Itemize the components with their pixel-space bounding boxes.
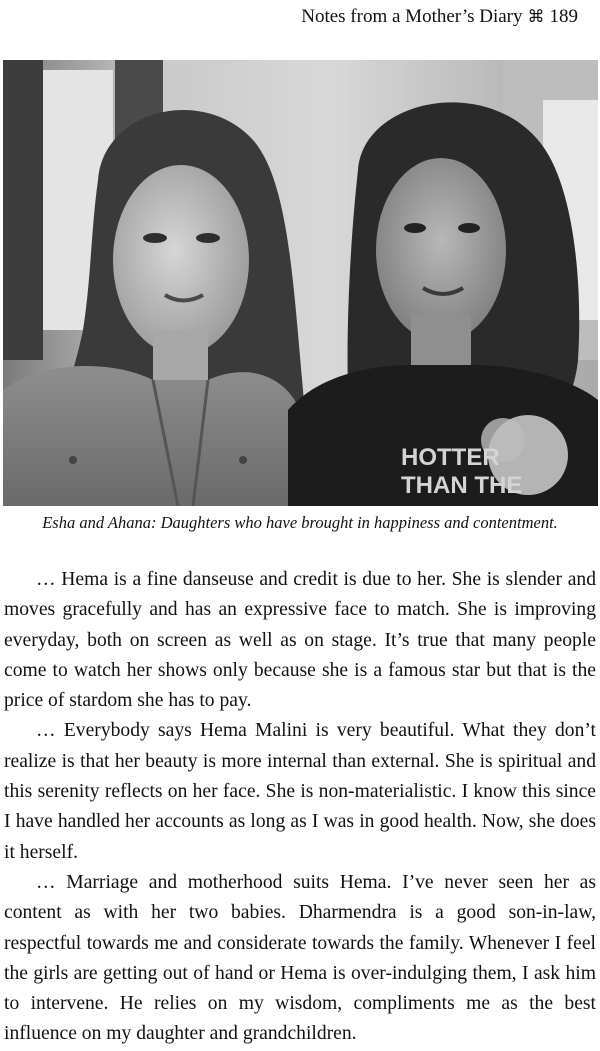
body-text bbox=[4, 565, 596, 1050]
photo-esha-and-ahana bbox=[3, 60, 598, 506]
page-number: 189 bbox=[549, 6, 578, 27]
right-face-shape bbox=[376, 158, 506, 342]
shirt-print-text-1: HOTTER bbox=[401, 444, 500, 471]
left-face-shape bbox=[113, 165, 249, 355]
window-frame-shape bbox=[3, 60, 43, 360]
photo-caption: Esha and Ahana: Daughters who have brought in happiness and contentment. bbox=[42, 513, 558, 532]
book-title: Notes from a Mother’s Diary bbox=[301, 6, 523, 27]
shirt-print-text-2: THAN THE bbox=[401, 472, 523, 499]
running-header bbox=[301, 6, 578, 28]
paragraph: … Hema is a fine danseuse and credit is due to her. She is slender and moves gracefully and has an expressive face to match. She is improving everyday, both on screen as well as on stage. It’s true that many people come to watch her shows only because she is a famous star but that is the price of stardom she has to pay. bbox=[4, 569, 596, 712]
paragraph: … Marriage and motherhood suits Hema. I’ve never seen her as content as with her two babies. Dharmendra is a good son-in-law, respectful towards me and considerate towards the family. Whenever I feel the girls are getting out of hand or Hema is over-indulging them, I ask him to intervene. He relies on my wisdom, compliments me as the best influence on my daughter and grandchildren. bbox=[4, 871, 596, 1045]
command-symbol-icon: ⌘ bbox=[527, 7, 545, 27]
paragraph: … Everybody says Hema Malini is very beautiful. What they don’t realize is that her beauty is more internal than external. She is spiritual and this serenity reflects on her face. She is non-materialistic. I know this since I have handled her accounts as long as I was in good health. Now, she does it herself. bbox=[4, 720, 596, 863]
